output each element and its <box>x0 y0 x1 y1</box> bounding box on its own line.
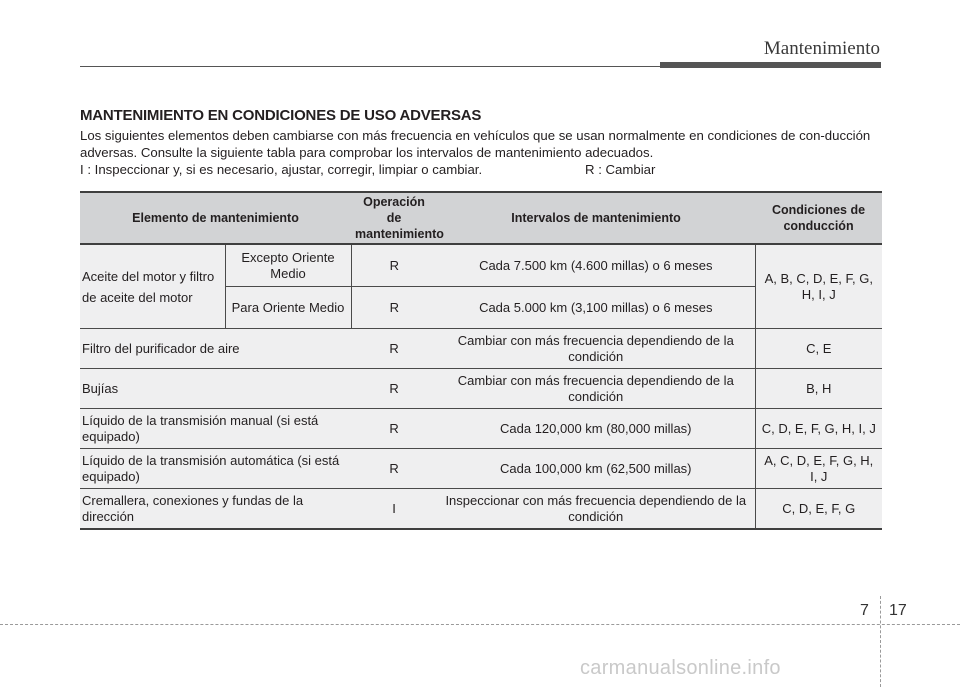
row-item: Cremallera, conexiones y fundas de la dirección <box>80 489 351 530</box>
row-operation: I <box>351 489 437 530</box>
oil-operation: R <box>351 287 437 329</box>
maintenance-table <box>80 191 882 530</box>
row-conditions: C, D, E, F, G <box>755 489 882 530</box>
legend-replace: R : Cambiar <box>585 162 656 177</box>
row-operation: R <box>351 369 437 409</box>
header-conditions: Condiciones de conducción <box>755 192 882 244</box>
watermark: carmanualsonline.info <box>580 657 781 679</box>
row-item: Bujías <box>80 369 351 409</box>
section-title: Mantenimiento <box>763 38 880 59</box>
row-interval: Cambiar con más frecuencia dependiendo de la condición <box>437 369 755 409</box>
intro-paragraph: Los siguientes elementos deben cambiarse con más frecuencia en vehículos que se usan normalmente en condiciones de con-ducción adversas. Consulte la siguiente tabla para comprobar los intervalos de mantenimiento adecuados. <box>80 128 871 160</box>
oil-item <box>80 244 225 329</box>
table-row <box>80 244 882 287</box>
table-header-row <box>80 192 882 244</box>
row-operation: R <box>351 329 437 369</box>
row-item: Líquido de la transmisión automática (si está equipado) <box>80 449 351 489</box>
row-conditions: B, H <box>755 369 882 409</box>
table-row <box>80 489 882 530</box>
oil-conditions: A, B, C, D, E, F, G, H, I, J <box>755 244 882 329</box>
table-row <box>80 409 882 449</box>
header-rule <box>80 66 662 67</box>
header-item: Elemento de mantenimiento <box>80 192 351 244</box>
page-heading: MANTENIMIENTO EN CONDICIONES DE USO ADVERSAS <box>80 107 482 124</box>
header-operation: Operación de mantenimiento <box>351 192 437 244</box>
row-interval: Cada 100,000 km (62,500 millas) <box>437 449 755 489</box>
row-item: Filtro del purificador de aire <box>80 329 351 369</box>
table-row <box>80 329 882 369</box>
oil-interval: Cada 5.000 km (3,100 millas) o 6 meses <box>437 287 755 329</box>
row-conditions: A, C, D, E, F, G, H, I, J <box>755 449 882 489</box>
row-interval: Inspeccionar con más frecuencia dependiendo de la condición <box>437 489 755 530</box>
oil-region: Excepto Oriente Medio <box>225 244 351 287</box>
legend-inspect: I : Inspeccionar y, si es necesario, ajustar, corregir, limpiar o cambiar. <box>80 162 483 177</box>
page-number: 17 <box>889 602 907 619</box>
oil-item-label: Aceite del motor y filtro de aceite del motor <box>82 268 215 305</box>
row-interval: Cambiar con más frecuencia dependiendo de la condición <box>437 329 755 369</box>
footer-divider <box>880 596 881 687</box>
chapter-number: 7 <box>860 602 869 619</box>
oil-region: Para Oriente Medio <box>225 287 351 329</box>
oil-interval: Cada 7.500 km (4.600 millas) o 6 meses <box>437 244 755 287</box>
row-interval: Cada 120,000 km (80,000 millas) <box>437 409 755 449</box>
row-operation: R <box>351 409 437 449</box>
row-item: Líquido de la transmisión manual (si está equipado) <box>80 409 351 449</box>
header-interval: Intervalos de mantenimiento <box>437 192 755 244</box>
table-row <box>80 369 882 409</box>
legend <box>80 162 890 179</box>
footer-rule <box>0 624 960 625</box>
row-operation: R <box>351 449 437 489</box>
row-conditions: C, D, E, F, G, H, I, J <box>755 409 882 449</box>
row-conditions: C, E <box>755 329 882 369</box>
header-rule-accent <box>660 62 881 68</box>
oil-operation: R <box>351 244 437 287</box>
table-row <box>80 449 882 489</box>
